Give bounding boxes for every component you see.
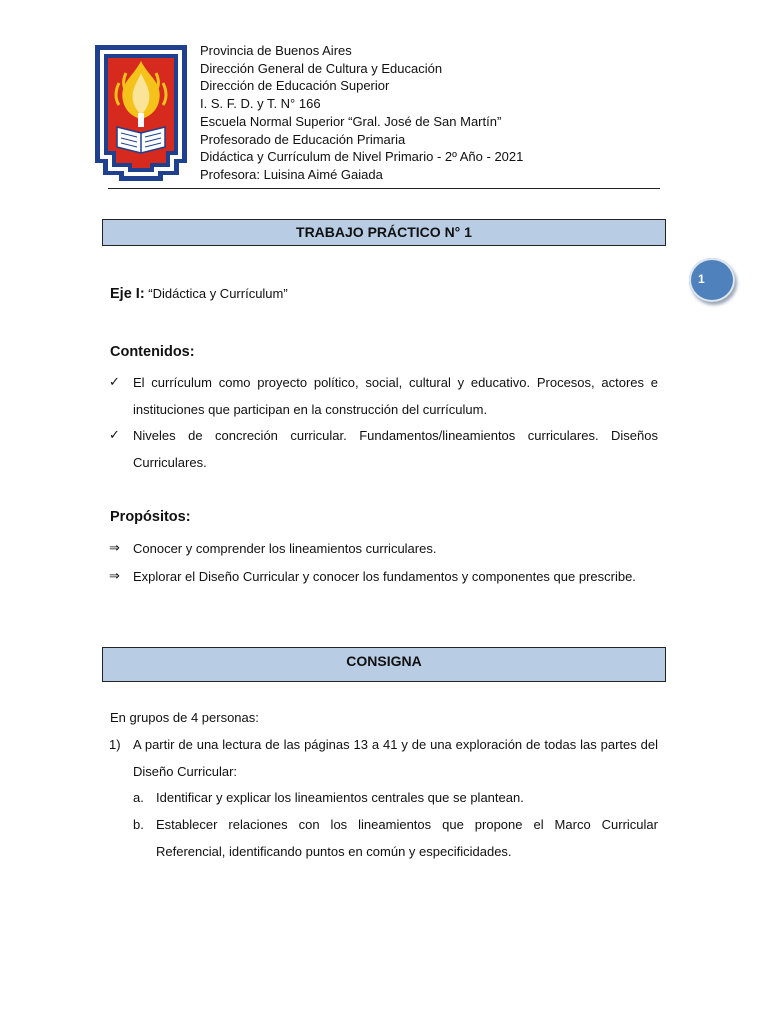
instructions-subitem: Establecer relaciones con los lineamientos que propone el Marco Curricular Referencial, identificando puntos en común y especificidades.	[156, 817, 658, 859]
instructions-item: A partir de una lectura de las páginas 13 a 41 y de una exploración de todas las partes del Diseño Curricular:	[133, 737, 658, 779]
purposes-item: Conocer y comprender los lineamientos curriculares.	[133, 541, 437, 556]
header-line-higher-ed: Dirección de Educación Superior	[200, 78, 390, 94]
contents-item: Niveles de concreción curricular. Fundamentos/lineamientos curriculares. Diseños Curriculares.	[133, 428, 658, 470]
double-arrow-icon: ⇒	[109, 540, 120, 555]
institution-header	[200, 42, 523, 184]
page-number: 1	[698, 272, 705, 286]
school-crest-logo	[93, 43, 189, 183]
page-number-badge	[689, 258, 735, 302]
instructions-title: CONSIGNA	[346, 653, 422, 669]
instructions-subitem: Identificar y explicar los lineamientos centrales que se plantean.	[156, 790, 524, 805]
contents-heading: Contenidos:	[110, 344, 195, 360]
header-line-course: Didáctica y Currículum de Nivel Primario - 2º Año - 2021	[200, 149, 524, 165]
sub-list-letter: b.	[133, 817, 144, 832]
header-divider	[108, 188, 660, 189]
school-crest-torch-book-icon	[93, 43, 189, 183]
checkmark-icon: ✓	[109, 427, 120, 442]
axis-line	[110, 286, 288, 302]
double-arrow-icon: ⇒	[109, 568, 120, 583]
instructions-intro: En grupos de 4 personas:	[110, 710, 259, 725]
header-line-province: Provincia de Buenos Aires	[200, 43, 352, 58]
purposes-heading: Propósitos:	[110, 509, 191, 525]
list-number: 1)	[109, 737, 121, 752]
header-line-program: Profesorado de Educación Primaria	[200, 131, 406, 147]
assignment-title: TRABAJO PRÁCTICO N° 1	[296, 224, 472, 240]
instructions-title-box	[102, 647, 666, 682]
purposes-item: Explorar el Diseño Curricular y conocer los fundamentos y componentes que prescribe.	[133, 569, 636, 584]
axis-text: “Didáctica y Currículum”	[148, 286, 288, 301]
assignment-title-box	[102, 219, 666, 246]
header-line-directorate: Dirección General de Cultura y Educación	[200, 60, 443, 76]
header-line-school: Escuela Normal Superior “Gral. José de San Martín”	[200, 113, 502, 129]
axis-label: Eje I:	[110, 286, 145, 302]
contents-item: El currículum como proyecto político, social, cultural y educativo. Procesos, actores e instituciones que participan en la construcción del currículum.	[133, 375, 658, 417]
checkmark-icon: ✓	[109, 374, 120, 389]
header-line-institute: I. S. F. D. y T. N° 166	[200, 96, 321, 112]
header-line-teacher: Profesora: Luisina Aimé Gaiada	[200, 166, 383, 182]
sub-list-letter: a.	[133, 790, 144, 805]
